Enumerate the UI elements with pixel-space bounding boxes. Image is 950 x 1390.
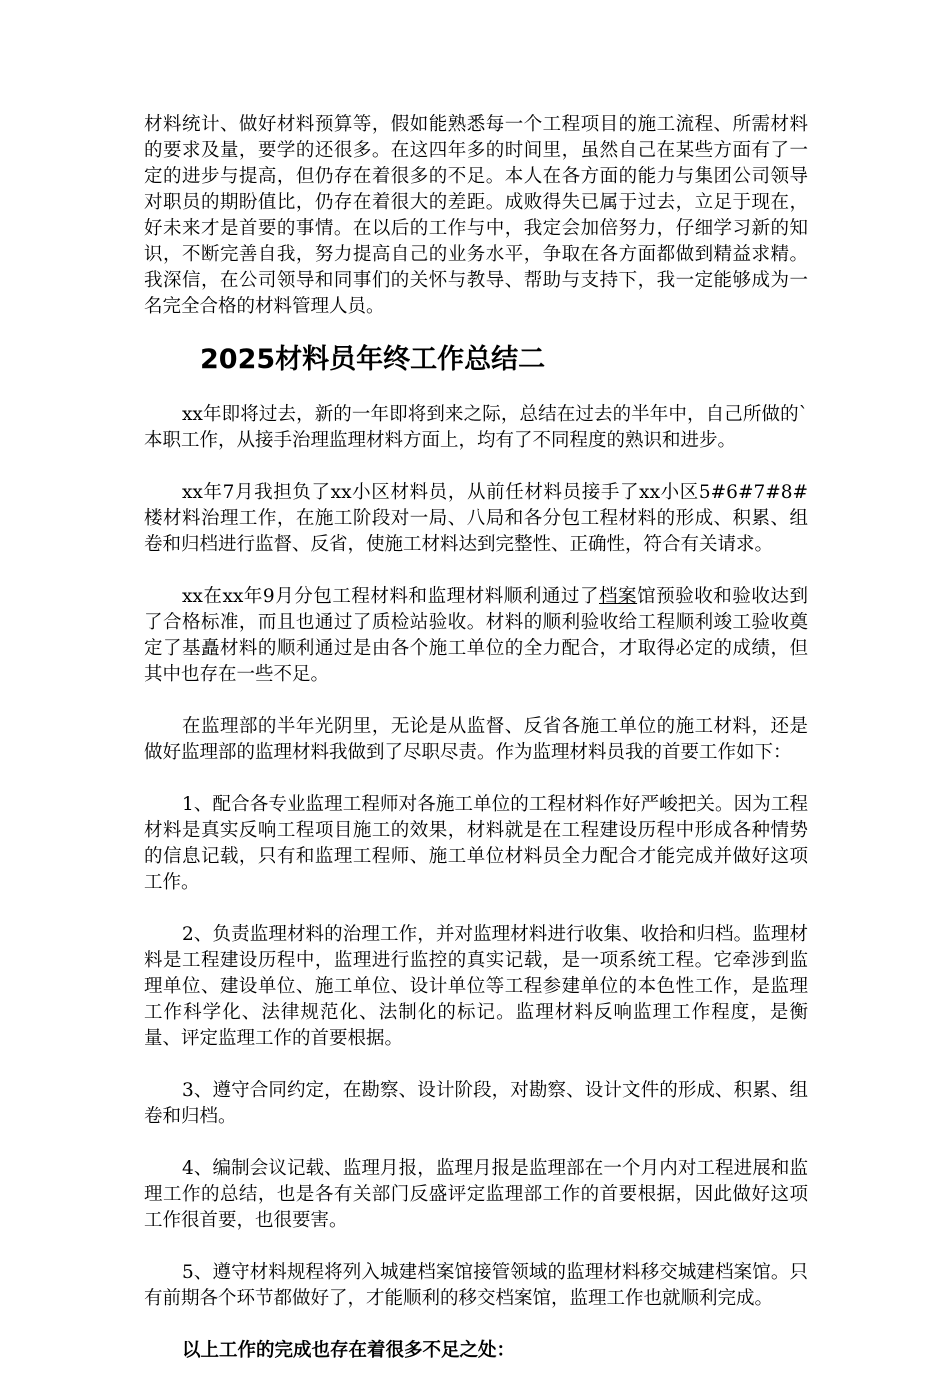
paragraph-3-text-b: 馆预验收和验收达到了合格标准，而且也通过了质检站验收。材料的顺利验收给工程顺利竣工验收奠定了基矗材料的顺利通过是由各个施工单位的全力配合，才取得必定的成绩，但其中也存在一些不足。 [144, 586, 808, 685]
paragraph-6: 2、负责监理材料的治理工作，并对监理材料进行收集、收拾和归档。监理材料是工程建设历程中，监理进行监控的真实记载，是一项系统工程。它牵涉到监理单位、建设单位、施工单位、设计单位等工程参建单位的本色性工作，是监理工作科学化、法律规范化、法制化的标记。监理材料反响监理工作程度，是衡量、评定监理工作的首要根据。 [144, 924, 808, 1049]
document-page [144, 112, 808, 1390]
paragraph-3 [144, 584, 808, 688]
paragraph-5: 1、配合各专业监理工程师对各施工单位的工程材料作好严峻把关。因为工程材料是真实反响工程项目施工的效果，材料就是在工程建设历程中形成各种情势的信息记载，只有和监理工程师、施工单位材料员全力配合才能完成并做好这项工作。 [144, 794, 808, 893]
paragraph-7: 3、遵守合同约定，在勘察、设计阶段，对勘察、设计文件的形成、积累、组卷和归档。 [144, 1080, 808, 1127]
paragraph-9: 5、遵守材料规程将列入城建档案馆接管领域的监理材料移交城建档案馆。只有前期各个环节都做好了，才能顺利的移交档案馆，监理工作也就顺利完成。 [144, 1262, 808, 1309]
paragraph-2: xx年7月我担负了xx小区材料员，从前任材料员接手了xx小区5#6#7#8#楼材料治理工作，在施工阶段对一局、八局和各分包工程材料的形成、积累、组卷和归档进行监督、反省，使施工材料达到完整性、正确性，符合有关请求。 [144, 482, 808, 555]
paragraph-1: xx年即将过去，新的一年即将到来之际，总结在过去的半年中，自己所做的`本职工作，从接手治理监理材料方面上，均有了不同程度的熟识和进步。 [144, 404, 808, 451]
archive-link[interactable]: 档案 [599, 586, 638, 607]
paragraph-8: 4、编制会议记载、监理月报，监理月报是监理部在一个月内对工程进展和监理工作的总结，也是各有关部门反盛评定监理部工作的首要根据，因此做好这项工作很首要，也很要害。 [144, 1158, 808, 1231]
paragraph-4: 在监理部的半年光阴里，无论是从监督、反省各施工单位的施工材料，还是做好监理部的监理材料我做到了尽职尽责。作为监理材料员我的首要工作如下： [144, 716, 808, 763]
intro-paragraph: 材料统计、做好材料预算等，假如能熟悉每一个工程项目的施工流程、所需材料的要求及量，要学的还很多。在这四年多的时间里，虽然自己在某些方面有了一定的进步与提高，但仍存在着很多的不足。本人在各方面的能力与集团公司领导对职员的期盼值比，仍存在着很大的差距。成败得失已属于过去，立足于现在，好未来才是首要的事情。在以后的工作与中，我定会加倍努力，仔细学习新的知识，不断完善自我，努力提高自己的业务水平，争取在各方面都做到精益求精。我深信，在公司领导和同事们的关怀与教导、帮助与支持下，我一定能够成为一名完全合格的材料管理人员。 [144, 114, 808, 317]
section-heading: 2025材料员年终工作总结二 [200, 344, 546, 375]
paragraph-3-text-a: xx在xx年9月分包工程材料和监理材料顺利通过了 [182, 586, 600, 607]
paragraph-10: 以上工作的完成也存在着很多不足之处： [182, 1340, 516, 1361]
